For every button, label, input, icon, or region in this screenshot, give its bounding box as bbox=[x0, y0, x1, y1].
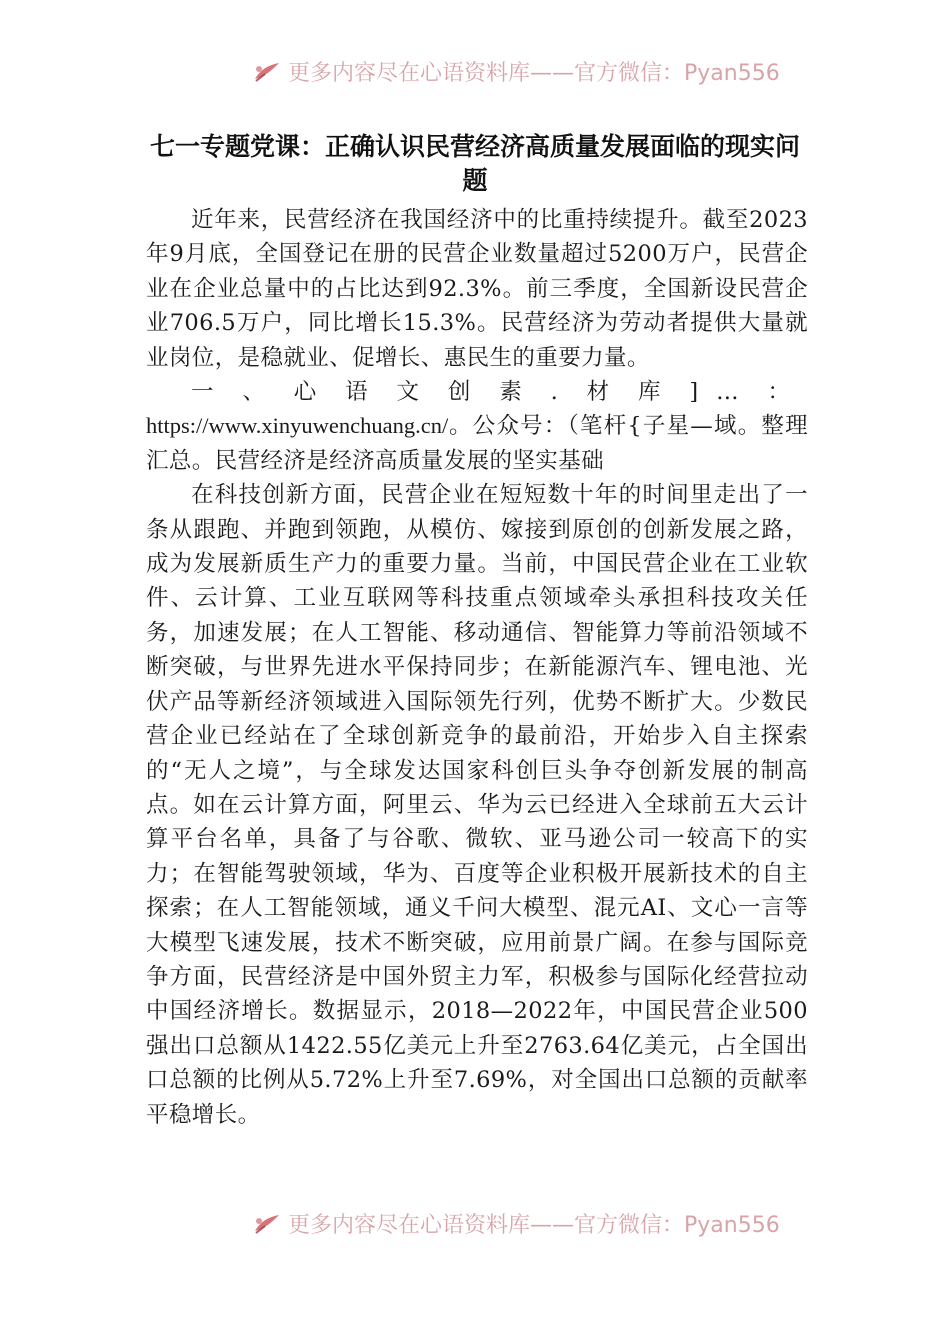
footer-watermark-text: 更多内容尽在心语资料库——官方微信：Pyan556 bbox=[288, 1213, 780, 1238]
section-heading-text: 。公众号：（笔杆{子星—域。整理汇总。民营经济是经济高质量发展的坚实基础 bbox=[146, 413, 808, 474]
footer-watermark bbox=[252, 1208, 780, 1239]
pen-logo-icon bbox=[252, 1212, 282, 1236]
paragraph-section-heading bbox=[146, 375, 808, 478]
paragraph-intro: 近年来，民营经济在我国经济中的比重持续提升。截至2023年9月底，全国登记在册的民营企业数量超过5200万户，民营企业在企业总量中的占比达到92.3%。前三季度，全国新设民营企业706.5万户，同比增长15.3%。民营经济为劳动者提供大量就业岗位，是稳就业、促增长、惠民生的重要力量。 bbox=[146, 207, 808, 371]
paragraph-tech-innovation: 在科技创新方面，民营企业在短短数十年的时间里走出了一条从跟跑、并跑到领跑，从模仿、嫁接到原创的创新发展之路，成为发展新质生产力的重要力量。当前，中国民营企业在工业软件、云计算、工业互联网等科技重点领域牵头承担科技攻关任务，加速发展；在人工智能、移动通信、智能算力等前沿领域不断突破，与世界先进水平保持同步；在新能源汽车、锂电池、光伏产品等新经济领域进入国际领先行列，优势不断扩大。少数民营企业已经站在了全球创新竞争的最前沿，开始步入自主探索的“无人之境”，与全球发达国家科创巨头争夺创新发展的制高点。如在云计算方面，阿里云、华为云已经进入全球前五大云计算平台名单，具备了与谷歌、微软、亚马逊公司一较高下的实力；在智能驾驶领域，华为、百度等企业积极开展新技术的自主探索；在人工智能领域，通义千问大模型、混元AI、文心一言等大模型飞速发展，技术不断突破，应用前景广阔。在参与国际竞争方面，民营经济是中国外贸主力军，积极参与国际化经营拉动中国经济增长。数据显示，2018—2022年，中国民营企业500强出口总额从1422.55亿美元上升至2763.64亿美元，占全国出口总额的比例从5.72%上升至7.69%，对全国出口总额的贡献率平稳增长。 bbox=[146, 482, 808, 1128]
source-link[interactable]: https://www.xinyuwenchuang.cn/ bbox=[146, 413, 449, 439]
document-title: 七一专题党课：正确认识民营经济高质量发展面临的现实问题 bbox=[149, 132, 800, 195]
header-watermark-text: 更多内容尽在心语资料库——官方微信：Pyan556 bbox=[288, 61, 780, 86]
pen-logo-icon bbox=[252, 60, 282, 84]
document-body bbox=[146, 203, 808, 1132]
header-watermark-banner bbox=[0, 48, 950, 88]
footer-watermark-banner bbox=[0, 1200, 950, 1240]
source-label: 一、心语文创素.材库]…： bbox=[191, 379, 808, 406]
header-watermark bbox=[252, 56, 780, 87]
